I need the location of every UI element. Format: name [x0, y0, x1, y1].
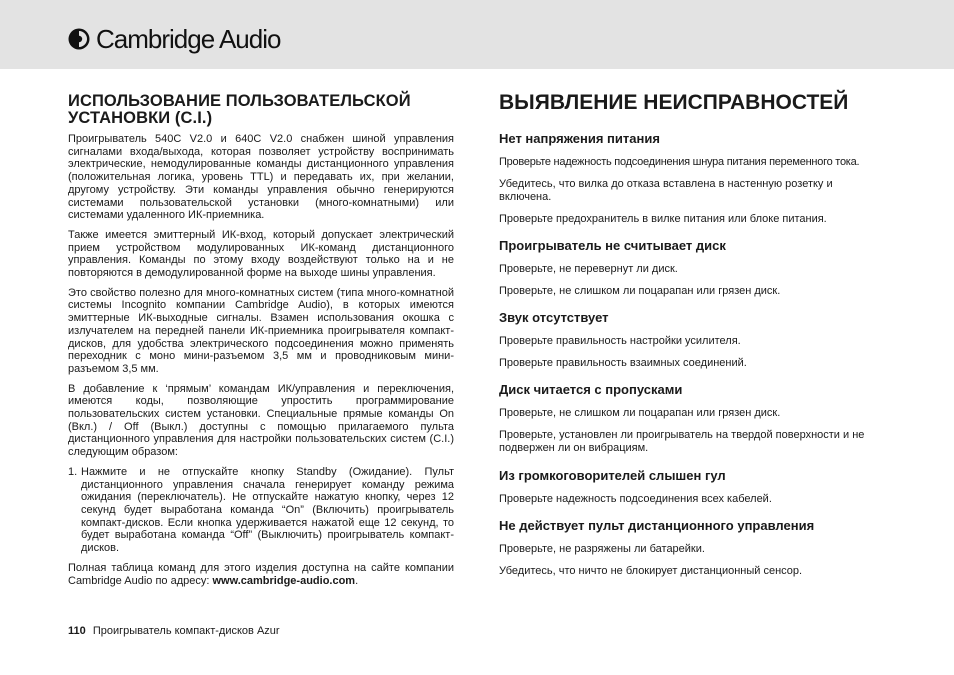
section-line: Проверьте, не разряжены ли батарейки. [499, 543, 705, 555]
section-line: Проверьте, не перевернут ли диск. [499, 263, 678, 275]
list-item [68, 466, 454, 555]
section-line: Проверьте предохранитель в вилке питания или блоке питания. [499, 212, 827, 225]
section-heading: Нет напряжения питания [499, 131, 660, 146]
section-heading: Звук отсутствует [499, 310, 609, 325]
right-column [499, 90, 886, 590]
troubleshoot-section [499, 131, 886, 226]
section-line: Проверьте, установлен ли проигрыватель на твердой поверхности и не подвержен ли он вибрациям. [499, 428, 865, 454]
brand-name: Cambridge Audio [96, 23, 281, 54]
troubleshoot-section [499, 382, 886, 456]
list-text: Нажмите и не отпускайте кнопку Standby (Ожидание). Пульт дистанционного управления сначала генерирует команду режима ожидания (переключатель). Не отпускайте нажатую кнопку, через 12 секунд будет выработана команда “On” (Включить) проигрыватель компакт-дисков. Если кнопка удерживается нажатой еще 12 секунд, то будет выработана команда “Off” (Выключить) проигрыватель компакт-дисков. [81, 465, 454, 555]
cambridge-audio-logo-icon [68, 28, 90, 50]
section-line: Убедитесь, что вилка до отказа вставлена в настенную розетку и включена. [499, 177, 833, 203]
footer-text: Проигрыватель компакт-дисков Azur [92, 625, 280, 637]
closing-paragraph [68, 562, 454, 587]
brand-logo [68, 23, 280, 55]
section-heading: Не действует пульт дистанционного управления [499, 518, 815, 533]
section-line: Убедитесь, что ничто не блокирует дистанционный сенсор. [499, 564, 803, 577]
section-line: Проверьте, не слишком ли поцарапан или грязен диск. [499, 407, 781, 419]
section-heading: Проигрыватель не считывает диск [499, 238, 726, 253]
closing-text: Полная таблица команд для этого изделия доступна на сайте компании Cambridge Audio по адресу: [68, 561, 454, 587]
troubleshoot-section [499, 518, 886, 578]
closing-end: . [355, 574, 359, 587]
paragraph: Также имеется эмиттерный ИК-вход, который допускает электрический прием устройством модулированных ИК-команд дистанционного управления. Команды по этому входу воздействуют только на и не повторяются в демодулированной форме на выходе шины управления. [68, 228, 454, 280]
troubleshoot-section [499, 468, 886, 507]
section-line: Проверьте надежность подсоединения всех кабелей. [499, 492, 772, 505]
troubleshoot-section [499, 238, 886, 298]
page-header [0, 0, 954, 69]
section-line: Проверьте правильность взаимных соединений. [499, 356, 747, 369]
paragraph: Это свойство полезно для много-комнатных систем (типа много-комнатной системы Incognito компании Cambridge Audio), в которых имеются эмиттерные ИК-выходные сигналы. Взамен использования окошка с излучателем на передней панели ИК-приемника проигрывателя компакт-дисков, для удобства электрического подсоединения можно применять переходник с моно мини-разъемом 3,5 мм и проводниковым мини-разъемом 3,5 мм. [68, 286, 454, 375]
section-heading: Из громкоговорителей слышен гул [499, 467, 726, 483]
page-number: 110 [68, 625, 86, 637]
paragraph: Проигрыватель 540C V2.0 и 640C V2.0 снабжен шиной управления сигналами входа/выхода, которая позволяет устройству воспринимать электрические, немодулированные команды дистанционного управления (положительная логика, уровень TTL) и передавать их, при желании, другому устройству. Эти команды управления обычно генерируются системами пользовательской установки (много-комнатными) или системами удаленного ИК-приемника. [68, 133, 454, 222]
section-heading: Диск читается с пропусками [499, 382, 683, 397]
section-line: Проверьте правильность настройки усилителя. [499, 335, 741, 347]
page-footer [68, 625, 280, 637]
ci-section-title: ИСПОЛЬЗОВАНИЕ ПОЛЬЗОВАТЕЛЬСКОЙ УСТАНОВКИ (C.I.) [68, 92, 411, 127]
left-column [68, 93, 454, 594]
section-line: Проверьте, не слишком ли поцарапан или грязен диск. [499, 284, 781, 297]
troubleshoot-section [499, 310, 886, 370]
paragraph: В добавление к ‘прямым’ командам ИК/управления и переключения, имеются коды, позволяющие упростить программирование пользовательских систем установки. Специальные прямые команды On (Вкл.) / Off (Выкл.) доступны с помощью прилагаемого пульта дистанционного управления для настройки пользовательских систем (C.I.) следующим образом: [68, 382, 454, 459]
instruction-list [68, 466, 454, 555]
troubleshooting-title: ВЫЯВЛЕНИЕ НЕИСПРАВНОСТЕЙ [499, 91, 849, 114]
list-number: 1. [68, 465, 78, 478]
section-line: Проверьте надежность подсоединения шнура питания переменного тока. [499, 156, 860, 168]
website-link[interactable]: www.cambridge-audio.com [212, 574, 356, 587]
